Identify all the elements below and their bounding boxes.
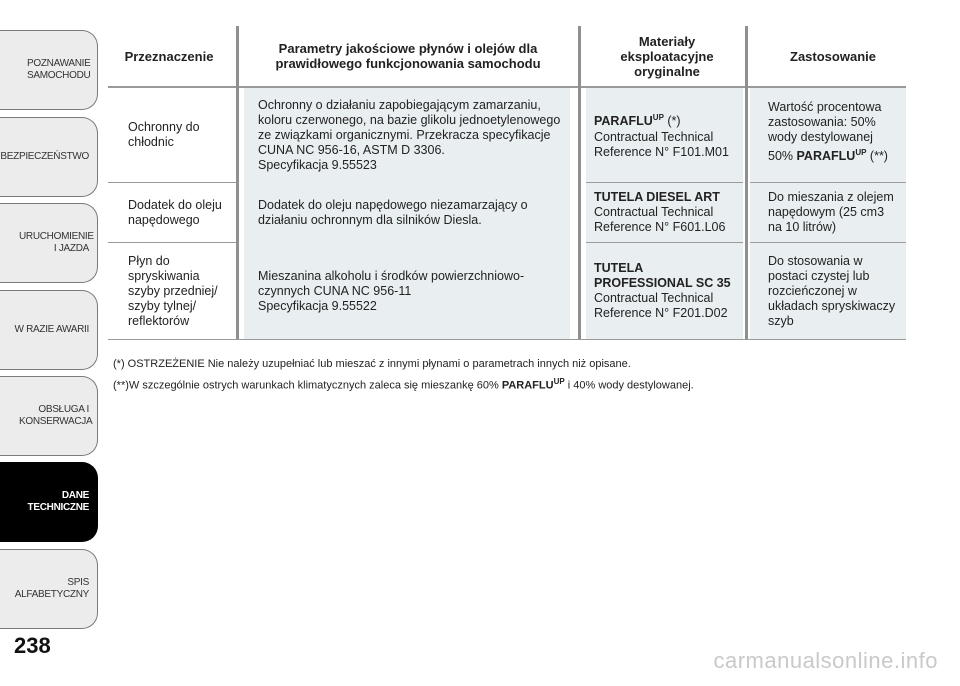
header-params: Parametry jakościowe płynów i olejów dla prawidłowego funkcjonowania samochodu [275, 41, 541, 71]
tab-spis-alfabetyczny[interactable]: SPIS ALFABETYCZNY [0, 549, 98, 629]
footnotes [113, 355, 694, 395]
row-usage: Do stosowania w postaci czystej lub rozcieńczonej w układach spryskiwaczy szyb [768, 253, 896, 328]
footnote-1: (*) OSTRZEŻENIE Nie należy uzupełniać lub mieszać z innymi płynami o parametrach innych niż opisane. [113, 358, 631, 370]
column-separator [745, 26, 748, 340]
tab-poznawanie-samochodu[interactable]: POZNAWANIE SAMOCHODU [0, 30, 98, 110]
fluids-table [108, 26, 906, 340]
table-row [120, 183, 236, 242]
row-params: Dodatek do oleju napędowego niezamarzający o działaniu ochronnym dla silników Diesla. [258, 197, 528, 227]
header-materials: Materiały eksploatacyjne oryginalne [620, 33, 714, 79]
row-material: TUTELA DIESEL ART Contractual Technical Reference N° F601.L06 [594, 190, 726, 234]
row-params: Ochronny o działaniu zapobiegającym zamarzaniu, koloru czerwonego, na bazie glikolu jednoetylenowego ze związkami organicznymi. Przekracza specyfikacje CUNA NC 956-16, ASTM D 3306. Specyfikacja 9.55523 [258, 97, 561, 172]
watermark: carmanualsonline.info [713, 648, 938, 673]
row-purpose: Ochronny do chłodnic [128, 120, 200, 149]
tab-w-razie-awarii[interactable]: W RAZIE AWARII [0, 290, 98, 370]
table-row [120, 243, 236, 339]
header-purpose: Przeznaczenie [124, 48, 214, 64]
column-separator [578, 26, 581, 340]
row-material: $PARAFLU^{UP}$ (*) Contractual Technical Reference N° F101.M01 [594, 113, 729, 159]
row-purpose: Dodatek do oleju napędowego [128, 197, 222, 227]
table-bottom-line [108, 339, 906, 340]
row-usage: Do mieszania z olejem napędowym (25 cm3 na 10 litrów) [768, 190, 894, 234]
column-separator [236, 26, 239, 340]
footnote-2: (**)W szczególnie ostrych warunkach klimatycznych zaleca się mieszankę 60% $PARAFLU^{UP}$ i 40% wody destylowanej. [113, 377, 694, 392]
row-material: TUTELA PROFESSIONAL SC 35 Contractual Technical Reference N° F201.D02 [594, 261, 731, 320]
tab-obsluga-i-konserwacja[interactable]: OBSŁUGA I KONSERWACJA [0, 376, 98, 456]
tab-uruchomienie-i-jazda[interactable]: URUCHOMIENIE I JAZDA [0, 203, 98, 283]
tab-dane-techniczne[interactable]: DANE TECHNICZNE [0, 462, 98, 542]
header-usage: Zastosowanie [790, 48, 876, 64]
row-usage: Wartość procentowa zastosowania: 50% wody destylowanej 50% $PARAFLU^{UP}$ (**) [768, 100, 888, 164]
row-params: Mieszanina alkoholu i środków powierzchniowo-czynnych CUNA NC 956-11 Specyfikacja 9.55522 [258, 268, 525, 313]
row-purpose: Płyn do spryskiwania szyby przedniej/ szyby tylnej/ reflektorów [128, 253, 218, 328]
table-row [120, 88, 236, 182]
page-number: 238 [14, 633, 51, 658]
tab-bezpieczenstwo[interactable]: BEZPIECZEŃSTWO [0, 117, 98, 197]
